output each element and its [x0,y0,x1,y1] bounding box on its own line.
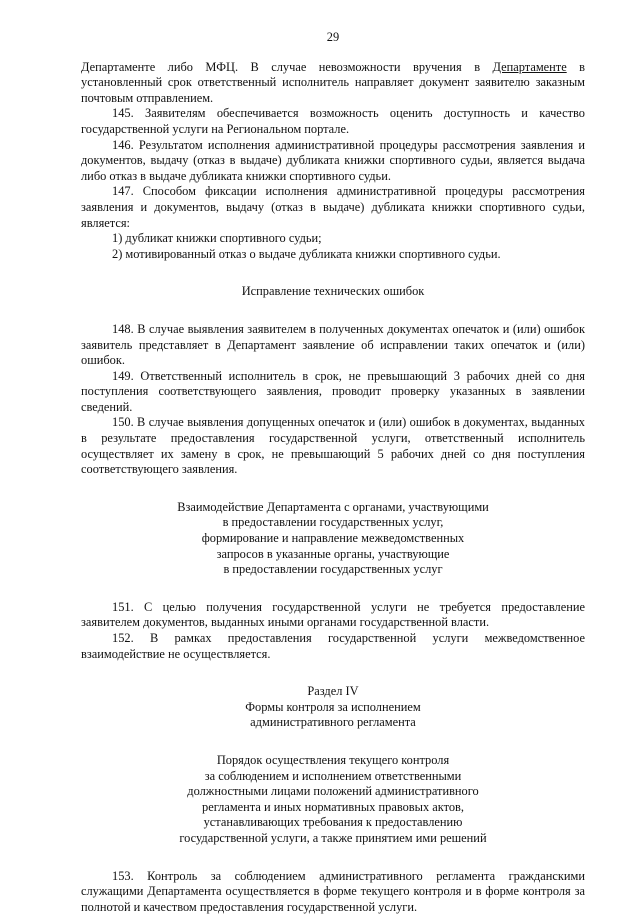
heading-line: должностными лицами положений административного [187,784,479,799]
paragraph-146: 146. Результатом исполнения административной процедуры рассмотрения заявления и документов, выдачу (отказ в выдаче) дубликата книжки спортивного судьи, является выдача либо отказ в выдаче дубликата книжки спортивного судьи. [81,137,585,183]
paragraph-145: 145. Заявителям обеспечивается возможность оценить доступность и качество государственной услуги на Региональном портале. [81,106,585,136]
paragraph-151: 151. С целью получения государственной услуги не требуется предоставление заявителем документов, выданных иными органами государственной власти. [81,599,585,630]
section-title: Раздел IV [307,684,359,699]
heading-control [81,753,585,847]
section-heading [81,684,585,731]
heading-line: Порядок осуществления текущего контроля [216,752,450,767]
page-number: 29 [326,30,340,44]
list-item: 1) дубликат книжки спортивного судьи; [112,231,322,246]
section-subtitle-line: Формы контроля за исполнением [245,699,421,714]
heading-line: в предоставлении государственных услуг, [222,515,444,530]
heading-line: устанавливающих требования к предоставлению [203,815,463,830]
intro-underlined-text: Департаменте [492,59,567,74]
list-item: 2) мотивированный отказ о выдаче дубликата книжки спортивного судьи. [112,246,501,261]
intro-text-c: в установленный срок ответственный исполнитель направляет документ заявителю заказным почтовым отправлением. [81,59,585,105]
heading-technical-errors: Исправление технических ошибок [241,284,425,299]
heading-line: запросов в указанные органы, участвующие [216,546,450,561]
heading-line: государственной услуги, а также принятием ими решений [179,830,487,845]
section-subtitle-line: административного регламента [250,715,416,730]
paragraph-147: 147. Способом фиксации исполнения административной процедуры рассмотрения заявления и документов, выдачу (отказ в выдаче) дубликата книжки спортивного судьи, является: [81,184,585,230]
heading-line: в предоставлении государственных услуг [223,562,443,577]
heading-line: за соблюдением и исполнением ответственными [204,768,462,783]
document-page [81,30,585,915]
paragraph-153: 153. Контроль за соблюдением административного регламента гражданскими служащими Департамента осуществляется в форме текущего контроля и в форме контроля за полнотой и качеством предоставления государственной услуги. [81,868,585,914]
paragraph-148: 148. В случае выявления заявителем в полученных документах опечаток и (или) ошибок заявитель представляет в Департамент заявление об исправлении таких опечаток и (или) ошибок. [81,321,585,368]
heading-line: регламента и иных нормативных правовых актов, [202,799,464,814]
paragraph-152: 152. В рамках предоставления государственной услуги межведомственное взаимодействие не осуществляется. [81,631,585,661]
paragraph-149: 149. Ответственный исполнитель в срок, не превышающий 3 рабочих дней со дня поступления соответствующего заявления, проводит проверку указанных в заявлении сведений. [81,368,585,414]
heading-line: Взаимодействие Департамента с органами, участвующими [177,499,489,514]
heading-line: формирование и направление межведомственных [201,531,465,546]
paragraph-intro [81,60,585,107]
intro-text-a: Департаменте либо МФЦ. В случае невозможности вручения в [81,59,493,74]
paragraph-150: 150. В случае выявления допущенных опечаток и (или) ошибок в документах, выданных в результате предоставления государственной услуги, ответственный исполнитель осуществляет их замену в срок, не превышающий 5 рабочих дней со дня поступления соответствующего заявления. [81,415,585,477]
heading-interaction [81,500,585,578]
